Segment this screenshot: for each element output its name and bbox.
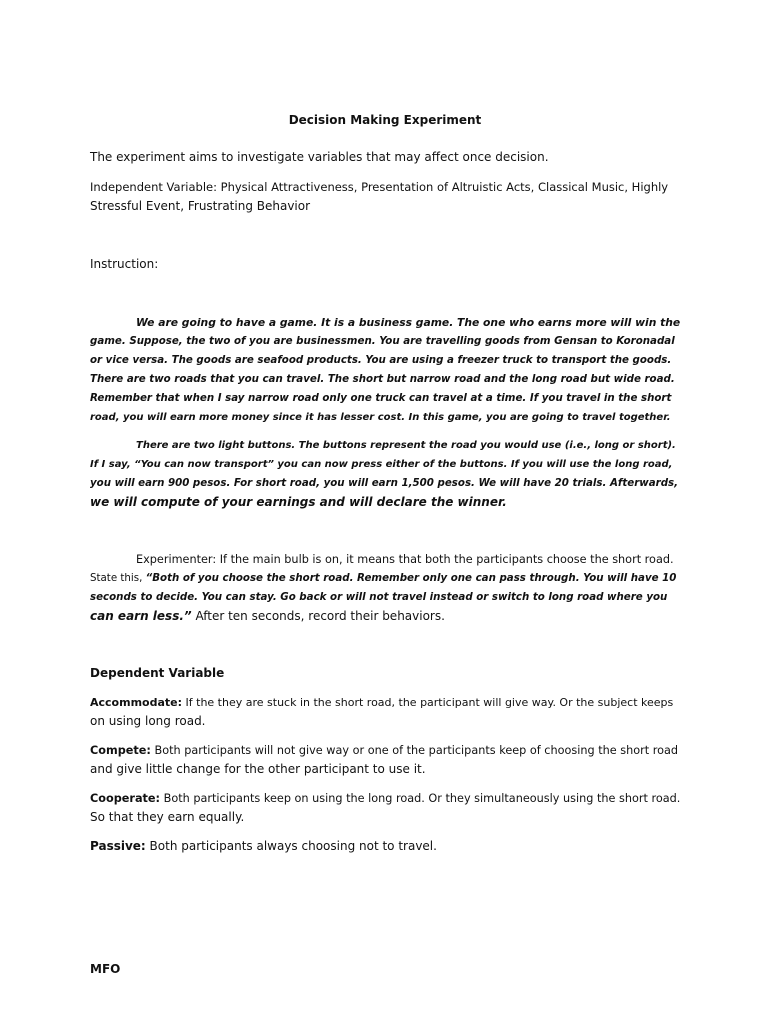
paragraph1-line-6: road, you will earn more money since it has lesser cost. In this game, you are going to travel together. xyxy=(90,412,671,423)
document-title: Decision Making Experiment xyxy=(288,113,482,127)
accommodate-line-2: on using long road. xyxy=(90,714,206,728)
passive-line-1 xyxy=(90,837,680,856)
experimenter-line-2-plain: State this, xyxy=(90,572,146,584)
paragraph1-line-3: or vice versa. The goods are seafood products. You are using a freezer truck to transport the goods. xyxy=(90,354,672,366)
accommodate-label: Accommodate: xyxy=(90,696,183,709)
independent-variable-line-1: Independent Variable: Physical Attractiveness, Presentation of Altruistic Acts, Classical Music, Highly xyxy=(90,180,669,194)
experimenter-line-4-quote: can earn less.” xyxy=(90,609,192,623)
footer-initials: MFO xyxy=(90,962,121,976)
cooperate-label: Cooperate: xyxy=(90,792,161,805)
cooperate-line-2: So that they earn equally. xyxy=(90,810,245,824)
compete-text: Both participants will not give way or one of the participants keep of choosing the short road xyxy=(150,744,679,757)
compete-line-2: and give little change for the other participant to use it. xyxy=(90,762,426,776)
cooperate-line-1 xyxy=(90,789,680,808)
cooperate-text: Both participants keep on using the long road. Or they simultaneously using the short road. xyxy=(160,792,681,805)
experimenter-line-1: Experimenter: If the main bulb is on, it means that both the participants choose the short road. xyxy=(136,553,674,566)
experimenter-line-2-quote: “Both of you choose the short road. Remember only one can pass through. You will have 10 xyxy=(145,572,677,584)
aim-text: The experiment aims to investigate variables that may affect once decision. xyxy=(90,150,549,164)
dependent-variable-heading: Dependent Variable xyxy=(90,666,225,680)
passive-label: Passive: xyxy=(90,839,146,853)
experimenter-line-3: seconds to decide. You can stay. Go back or will not travel instead or switch to long road where you xyxy=(90,591,668,603)
paragraph2-line-4: we will compute of your earnings and will declare the winner. xyxy=(90,495,507,509)
paragraph1-line-5: Remember that when I say narrow road only one truck can travel at a time. If you travel in the short xyxy=(90,392,672,404)
paragraph2-line-2: If I say, “You can now transport” you can now press either of the buttons. If you will use the long road, xyxy=(90,459,673,470)
instruction-heading: Instruction: xyxy=(90,257,159,271)
accommodate-line-1 xyxy=(90,693,680,712)
experimenter-line-4-plain: After ten seconds, record their behaviors. xyxy=(191,609,445,623)
independent-variable-line-2: Stressful Event, Frustrating Behavior xyxy=(90,199,311,213)
accommodate-text: If the they are stuck in the short road, the participant will give way. Or the subject keeps xyxy=(182,696,674,709)
compete-label: Compete: xyxy=(90,744,151,757)
paragraph1-line-2: game. Suppose, the two of you are businessmen. You are travelling goods from Gensan to Koronadal xyxy=(90,335,675,347)
experimenter-line-2 xyxy=(90,569,680,588)
paragraph2-line-3: you will earn 900 pesos. For short road, you will earn 1,500 pesos. We will have 20 trials. Afterwards, xyxy=(90,477,679,489)
paragraph1-line-4: There are two roads that you can travel. The short but narrow road and the long road but wide road. xyxy=(90,373,675,385)
experimenter-line-4 xyxy=(90,607,680,626)
compete-line-1 xyxy=(90,741,680,760)
paragraph1-line-1: We are going to have a game. It is a business game. The one who earns more will win the xyxy=(136,316,681,329)
paragraph2-line-1: There are two light buttons. The buttons represent the road you would use (i.e., long or short). xyxy=(136,440,676,451)
passive-text: Both participants always choosing not to travel. xyxy=(145,839,437,853)
